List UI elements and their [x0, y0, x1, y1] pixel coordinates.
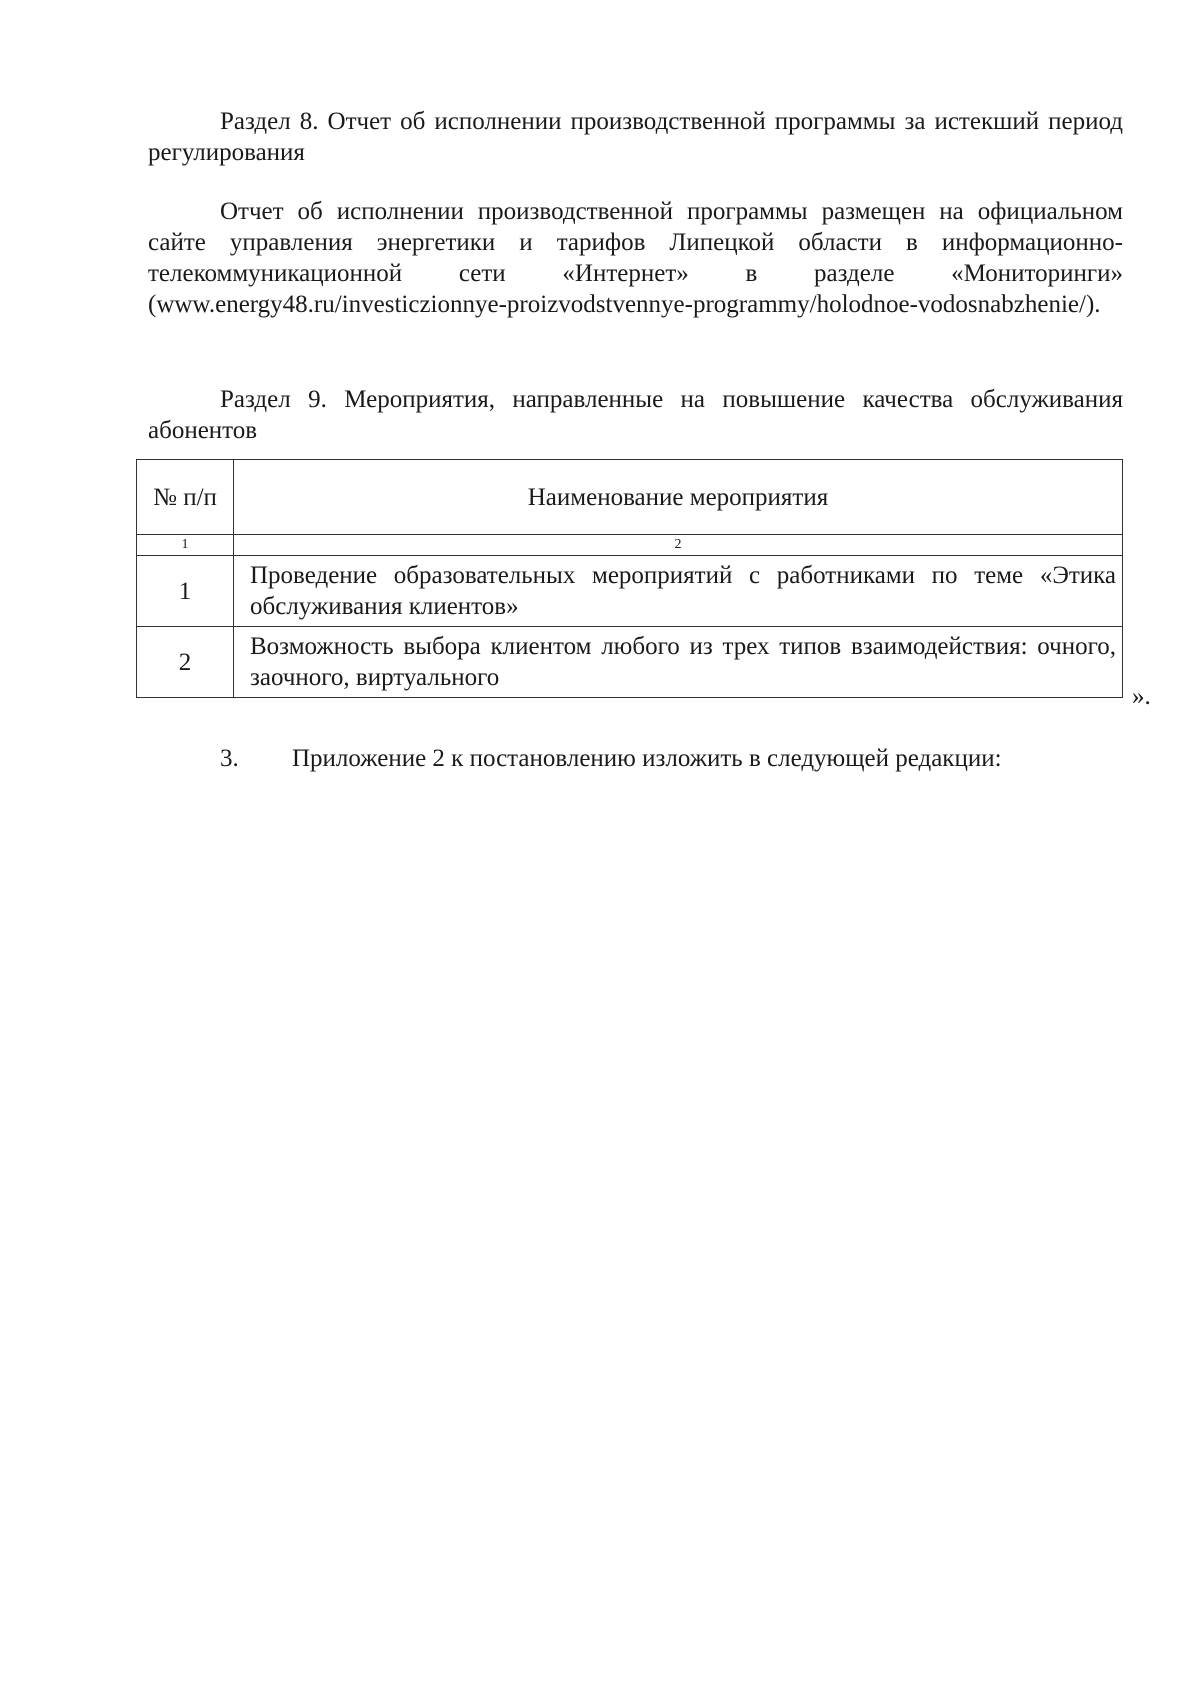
- table-row: [137, 627, 1123, 698]
- item-3-number: 3.: [220, 745, 239, 772]
- section-9-heading-text: Раздел 9. Мероприятия, направленные на повышение качества обслуживания абонентов: [148, 386, 1123, 444]
- closing-quote: ».: [1132, 683, 1151, 710]
- row-measure-name: Возможность выбора клиентом любого из трех типов взаимодействия: очного, заочного, виртуального: [234, 627, 1123, 698]
- row-number: 2: [137, 627, 234, 698]
- measures-table: [136, 459, 1123, 698]
- column-index-1: 1: [137, 535, 234, 556]
- item-3-text: Приложение 2 к постановлению изложить в следующей редакции:: [292, 745, 1002, 772]
- report-paragraph: [148, 196, 1123, 320]
- report-paragraph-text: Отчет об исполнении производственной программы размещен на официальном сайте управления энергетики и тарифов Липецкой области в информационно-телекоммуникационной сети «Интернет» в разделе «Мониторинги» (www.energy48.ru/investiczionnye-proizvodstvennye-programmy/holodnoe-vodosnabzhenie/).: [148, 198, 1123, 318]
- table-header-row: [137, 460, 1123, 535]
- table-index-row: [137, 535, 1123, 556]
- row-number: 1: [137, 556, 234, 627]
- header-number: № п/п: [137, 460, 234, 535]
- section-9-heading: [148, 384, 1123, 446]
- header-name: Наименование мероприятия: [234, 460, 1123, 535]
- column-index-2: 2: [234, 535, 1123, 556]
- section-8-heading-text: Раздел 8. Отчет об исполнении производственной программы за истекший период регулирования: [148, 108, 1123, 166]
- table-row: [137, 556, 1123, 627]
- row-measure-name: Проведение образовательных мероприятий с работниками по теме «Этика обслуживания клиентов»: [234, 556, 1123, 627]
- item-3-paragraph: [220, 743, 1002, 774]
- section-8-heading: [148, 106, 1123, 168]
